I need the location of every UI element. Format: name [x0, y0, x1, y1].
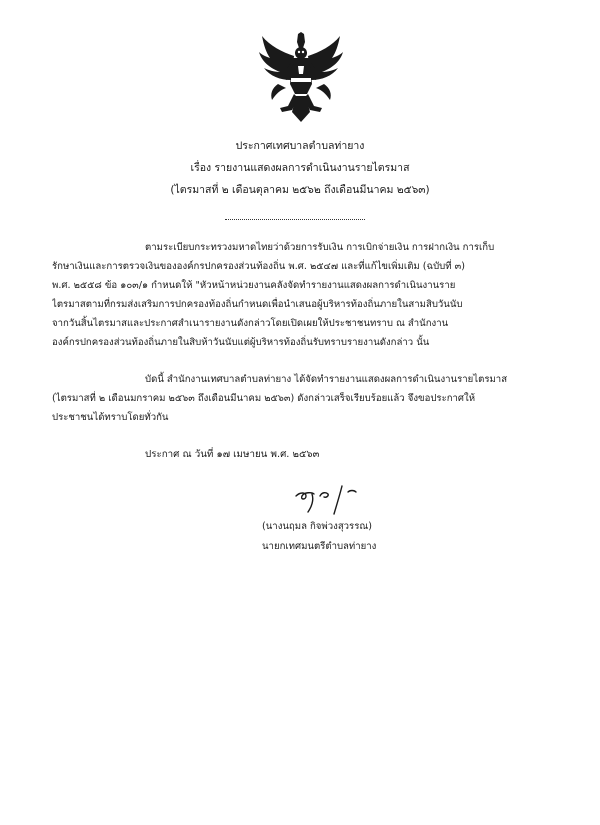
paragraph-line: ไตรมาสตามที่กรมส่งเสริมการปกครองท้องถิ่นกำหนดเพื่อนำเสนอผู้บริหารท้องถิ่นภายในสามสิบวันนับ [52, 299, 463, 310]
body-paragraph-1 [52, 238, 552, 352]
paragraph-line: ตามระเบียบกระทรวงมหาดไทยว่าด้วยการรับเงิน การเบิกจ่ายเงิน การฝากเงิน การเก็บ [145, 242, 495, 253]
issuer-title: ประกาศเทศบาลตำบลท่ายาง [235, 140, 365, 152]
body-paragraph-2 [52, 370, 552, 427]
period-subtitle: (ไตรมาสที่ ๒ เดือนตุลาคม ๒๕๖๒ ถึงเดือนมีนาคม ๒๕๖๓) [170, 184, 430, 196]
signatory-position: นายกเทศมนตรีตำบลท่ายาง [262, 541, 377, 552]
paragraph-line: องค์กรปกครองส่วนท้องถิ่นภายในสิบห้าวันนับแต่ผู้บริหารท้องถิ่นรับทราบรายงานดังกล่าว นั้น [52, 337, 430, 348]
paragraph-line: ประชาชนได้ทราบโดยทั่วกัน [52, 412, 169, 423]
paragraph-line: จากวันสิ้นไตรมาสและประกาศสำเนารายงานดังกล่าวโดยเปิดเผยให้ประชาชนทราบ ณ สำนักงาน [52, 318, 449, 329]
signatory-name: (นางนฤมล กิจพ่วงสุวรรณ) [262, 521, 373, 532]
paragraph-line: พ.ศ. ๒๕๕๘ ข้อ ๑๐๓/๑ กำหนดให้ "หัวหน้าหน่วยงานคลังจัดทำรายงานแสดงผลการดำเนินงานราย [52, 280, 456, 291]
subject-title: เรื่อง รายงานแสดงผลการดำเนินงานรายไตรมาส [190, 162, 410, 174]
paragraph-line: (ไตรมาสที่ ๒ เดือนมกราคม ๒๕๖๓ ถึงเดือนมีนาคม ๒๕๖๓) ดังกล่าวเสร็จเรียบร้อยแล้ว จึงขอประกาศให้ [52, 393, 476, 404]
paragraph-line: บัดนี้ สำนักงานเทศบาลตำบลท่ายาง ได้จัดทำรายงานแสดงผลการดำเนินงานรายไตรมาส [145, 374, 508, 385]
handwritten-signature [290, 482, 380, 518]
announcement-date: ประกาศ ณ วันที่ ๑๗ เมษายน พ.ศ. ๒๕๖๓ [145, 449, 320, 460]
dotted-divider [225, 219, 365, 220]
garuda-emblem-icon [258, 32, 344, 122]
paragraph-line: รักษาเงินและการตรวจเงินขององค์กรปกครองส่วนท้องถิ่น พ.ศ. ๒๕๔๗ และที่แก้ไขเพิ่มเติม (ฉบับที่ ๓) [52, 261, 465, 272]
